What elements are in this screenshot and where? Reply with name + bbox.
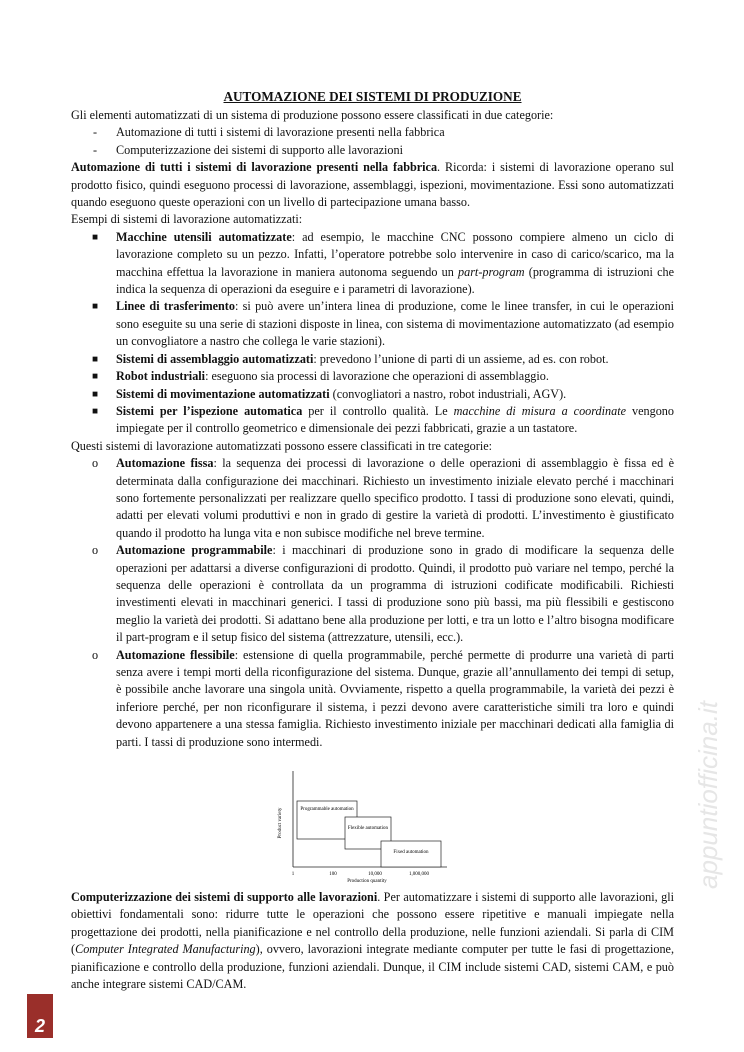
- circle-bullet-icon: o: [92, 456, 99, 471]
- circle-bullet-icon: o: [92, 543, 99, 558]
- x-tick-label: 100: [329, 872, 337, 878]
- class-item: [71, 455, 674, 542]
- example-text: : prevedono l’unione di parti di un assieme, ad es. con robot.: [313, 351, 609, 366]
- classes-intro: Questi sistemi di lavorazione automatizzati possono essere classificati in tre categorie:: [71, 438, 493, 453]
- example-term: Linee di trasferimento: [116, 299, 235, 314]
- class-item: [71, 542, 674, 646]
- example-item: [71, 229, 674, 299]
- document-page: [71, 88, 674, 993]
- example-text: (programma di istruzioni che indica la sequenza di operazioni da eseguire e i parametri di lavorazione).: [116, 264, 674, 297]
- example-emphasis: macchine di misura a coordinate: [453, 403, 627, 418]
- examples-list: [71, 229, 674, 438]
- section2-text: . Per automatizzare i sistemi di supporto alle lavorazioni, gli obiettivi fondamentali sono: ridurre tutte le operazioni che possono essere ripetitive e manuali impiegate nella progettazione dei prodotti, nella pianificazione e nel controllo della produzione, nelle funzioni aziendali. Si parla di CIM (: [71, 890, 674, 957]
- class-term: Automazione fissa: [116, 456, 214, 471]
- class-text: : i macchinari di produzione sono in grado di modificare la sequenza delle operazioni per adattarsi a diverse configurazioni di prodotto. Quindi, il prodotto può variare nel tempo, perché la sequenza delle operazioni è controllata da un programma di istruzioni codificate modificabili. Richiesti investimenti elevati in macchinari generici. I tassi di produzione sono più bassi, ma più flessibili e gestiscono meglio la varietà dei prodotti. Si adattano bene alla produzione per lotti, e tra un lotto e l’altro bisogna modificare il part-program e il setup fisico del sistema (attrezzature, utensili, ecc.).: [116, 543, 675, 645]
- square-bullet-icon: ■: [92, 371, 99, 383]
- x-tick-label: 10,000: [368, 872, 382, 878]
- example-text: : eseguono sia processi di lavorazione che operazioni di assemblaggio.: [205, 369, 549, 384]
- example-term: Sistemi di movimentazione automatizzati: [116, 386, 330, 401]
- classes-list: [71, 455, 674, 751]
- square-bullet-icon: ■: [92, 388, 99, 400]
- category-list: [71, 124, 674, 159]
- square-bullet-icon: ■: [92, 301, 99, 313]
- examples-intro: Esempi di sistemi di lavorazione automatizzati:: [71, 212, 303, 227]
- section1-text: . Ricorda: i sistemi di lavorazione operano sul prodotto fisico, quindi eseguono processi di lavorazione, assemblaggi, ispezioni, movimentazione. Essi sono automatizzati quando eseguono queste operazioni con un livello di partecipazione umana basso.: [71, 160, 674, 210]
- example-item: [71, 298, 674, 350]
- x-axis-label: Production quantity: [347, 879, 387, 885]
- section2-heading: Computerizzazione dei sistemi di supporto alle lavorazioni: [71, 890, 378, 905]
- x-tick-label: 1,000,000: [409, 872, 429, 878]
- section2-text: ), ovvero, lavorazioni integrate mediante computer per tutte le fasi di progettazione, pianificazione e controllo della produzione, funzioni aziendali. Dunque, il CIM include sistemi CAD, sistemi CAM, e può anche integrare sistemi CAD/CAM.: [71, 942, 674, 992]
- category-item: - Computerizzazione dei sistemi di supporto alle lavorazioni: [71, 142, 674, 159]
- example-term: Sistemi per l’ispezione automatica: [116, 403, 303, 418]
- watermark-text: appuntiofficina.it: [693, 701, 723, 889]
- section1-paragraph: [71, 159, 674, 211]
- example-text: : si può avere un’intera linea di produzione, come le linee transfer, in cui le operazioni sono eseguite su una serie di stazioni disposte in linea, con sistema di movimentazione automatizzato (ad esempio un convogliatore a nastro che collega le varie stazioni).: [116, 299, 674, 349]
- example-text: (convogliatori a nastro, robot industriali, AGV).: [329, 386, 567, 401]
- automation-figure: [71, 763, 674, 885]
- square-bullet-icon: ■: [92, 405, 99, 417]
- flexible-label: Flexible automation: [347, 826, 389, 832]
- square-bullet-icon: ■: [92, 231, 99, 243]
- circle-bullet-icon: o: [92, 647, 99, 662]
- section1-heading: Automazione di tutti i sistemi di lavorazione presenti nella fabbrica: [71, 160, 438, 175]
- programmable-label: Programmable automation: [300, 807, 354, 813]
- example-term: Robot industriali: [116, 369, 206, 384]
- class-term: Automazione flessibile: [116, 647, 235, 662]
- example-text: : ad esempio, le macchine CNC possono compiere almeno un ciclo di lavorazione completo su un pezzo. Infatti, l’operatore potrebbe solo intervenire in caso di carico/scarico, ma la macchina effettua la lavorazione in maniera autonoma seguendo un: [116, 229, 674, 279]
- x-tick-label: 1: [291, 872, 295, 878]
- example-item: [71, 403, 674, 438]
- class-item: [71, 647, 674, 751]
- example-item: [71, 368, 674, 385]
- example-term: Macchine utensili automatizzate: [116, 229, 292, 244]
- intro-paragraph: Gli elementi automatizzati di un sistema di produzione possono essere classificati in due categorie:: [71, 108, 554, 122]
- watermark: [693, 640, 737, 950]
- y-axis-label: Product variety: [278, 807, 283, 839]
- fixed-label: Fixed automation: [393, 850, 429, 856]
- category-item: - Automazione di tutti i sistemi di lavorazione presenti nella fabbrica: [71, 124, 674, 141]
- class-text: : la sequenza dei processi di lavorazione o delle operazioni di assemblaggio è fissa ed è determinata dalla configurazione dei macchinari. Richiesto un investimento iniziale elevato perché i macchinari sono fortemente personalizzati per realizzare quello specifico prodotto. I tassi di produzione sono elevati, quindi, adatti per elevati volumi produttivi e non in grado di gestire la varietà di prodotti. L’investimento è giustificato quando il prodotto ha lunga vita e non subisce modifiche nel breve termine.: [116, 456, 674, 540]
- class-text: : estensione di quella programmabile, perché permette di produrre una varietà di parti senza avere i tempi morti della riconfigurazione del sistema. Dunque, grazie all’annullamento dei tempi di setup, è possibile anche lavorare una singola unità. Ovviamente, rispetto a quella programmabile, la varietà dei pezzi è inferiore perché, per non riconfigurare il sistema, i pezzi devono avere caratteristiche simili tra loro e quindi devono appartenere a una stessa famiglia. Richiesto investimento iniziale per macchinari dedicati alla famiglia di parti. I tassi di produzione sono intermedi.: [116, 647, 674, 749]
- class-term: Automazione programmabile: [116, 543, 273, 558]
- section2-paragraph: [71, 889, 674, 993]
- example-term: Sistemi di assemblaggio automatizzati: [116, 351, 314, 366]
- section2-emphasis: Computer Integrated Manufacturing: [75, 942, 256, 957]
- page-number: 2: [34, 1015, 45, 1036]
- automation-diagram: [267, 763, 457, 885]
- example-item: [71, 351, 674, 368]
- example-text: per il controllo qualità. Le: [302, 403, 454, 418]
- example-text: vengono impiegate per il controllo geometrico e dimensionale dei pezzi fabbricati, grazie a un tastatore.: [116, 403, 674, 436]
- example-emphasis: part-program: [458, 264, 525, 279]
- page-number-badge: [27, 994, 53, 1038]
- page-title: AUTOMAZIONE DEI SISTEMI DI PRODUZIONE: [223, 89, 522, 104]
- square-bullet-icon: ■: [92, 353, 99, 365]
- example-item: [71, 386, 674, 403]
